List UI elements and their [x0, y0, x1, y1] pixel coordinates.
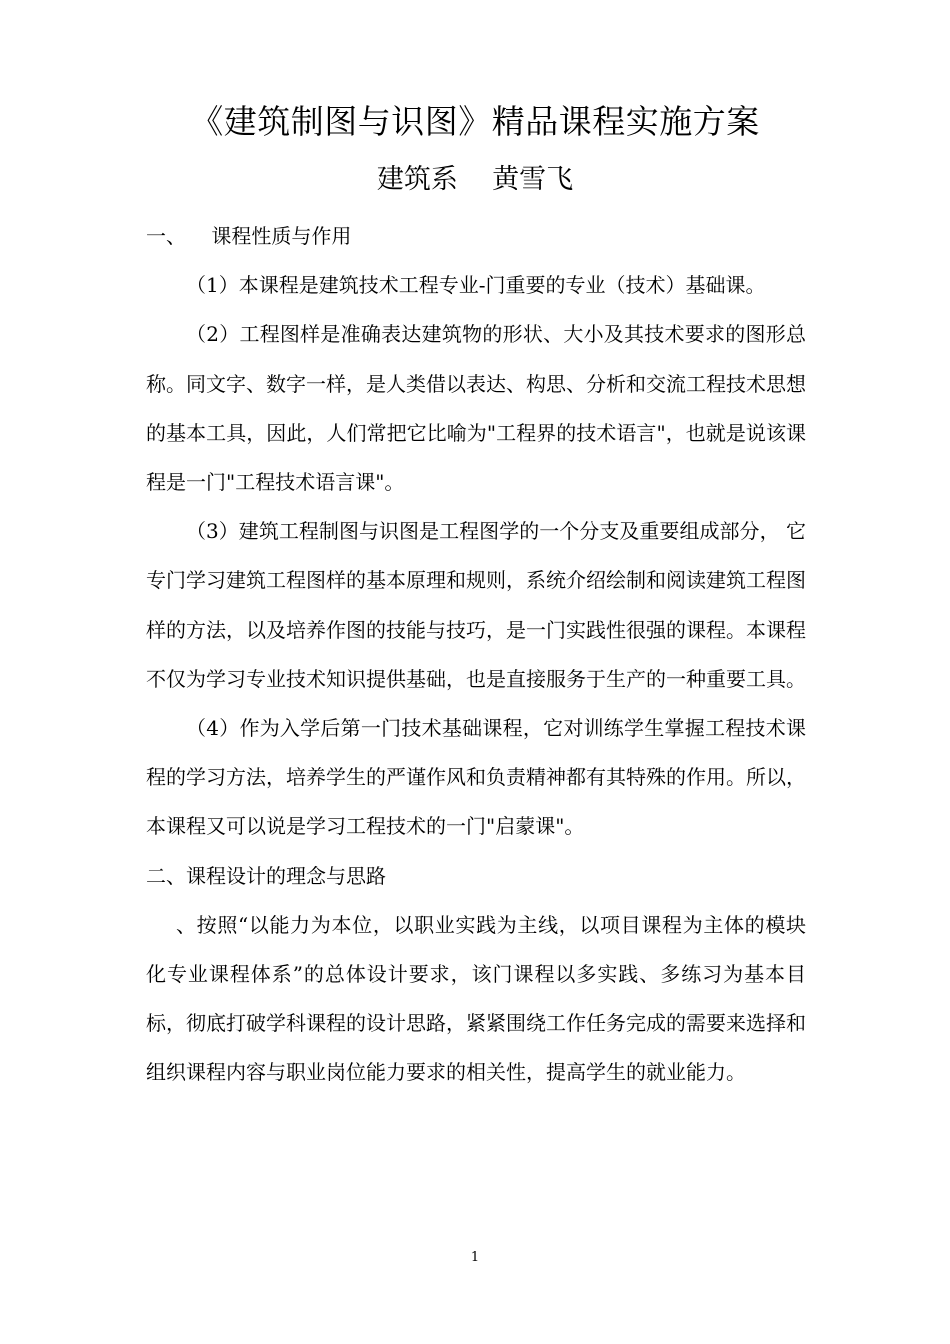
document-title: 《建筑制图与识图》精品课程实施方案: [190, 102, 760, 141]
document-body: [146, 212, 806, 1098]
paragraph-enlightenment-course: （4）作为入学后第一门技术基础课程，它对训练学生掌握工程技术课程的学习方法，培养学生的严谨作风和负责精神都有其特殊的作用。所以，本课程又可以说是学习工程技术的一门"启蒙课"。: [146, 716, 806, 839]
page-number: 1: [470, 1250, 480, 1265]
document-author: 建筑系 黄雪飞: [376, 164, 574, 195]
section-heading-nature: 一、 课程性质与作用: [146, 224, 352, 248]
section-heading-design: 二、课程设计的理念与思路: [146, 863, 386, 888]
paragraph-course-branch: （3）建筑工程制图与识图是工程图学的一个分支及重要组成部分， 它专门学习建筑工程图样的基本原理和规则，系统介绍绘制和阅读建筑工程图样的方法，以及培养作图的技能与技巧，是一门实践性很强的课程。本课程不仅为学习专业技术知识提供基础，也是直接服务于生产的一种重要工具。: [146, 519, 806, 691]
paragraph-course-status: （1）本课程是建筑技术工程专业-门重要的专业（技术）基础课。: [186, 273, 766, 298]
paragraph-design-concept: 、按照“以能力为本位，以职业实践为主线，以项目课程为主体的模块化专业课程体系”的总体设计要求，该门课程以多实践、多练习为基本目标，彻底打破学科课程的设计思路，紧紧围绕工作任务完成的需要来选择和组织课程内容与职业岗位能力要求的相关性，提高学生的就业能力。: [146, 912, 806, 1085]
paragraph-engineering-drawings: （2）工程图样是准确表达建筑物的形状、大小及其技术要求的图形总称。同文字、数字一样，是人类借以表达、构思、分析和交流工程技术思想的基本工具，因此，人们常把它比喻为"工程界的技术语言"，也就是说该课程是一门"工程技术语言课"。: [146, 322, 806, 495]
